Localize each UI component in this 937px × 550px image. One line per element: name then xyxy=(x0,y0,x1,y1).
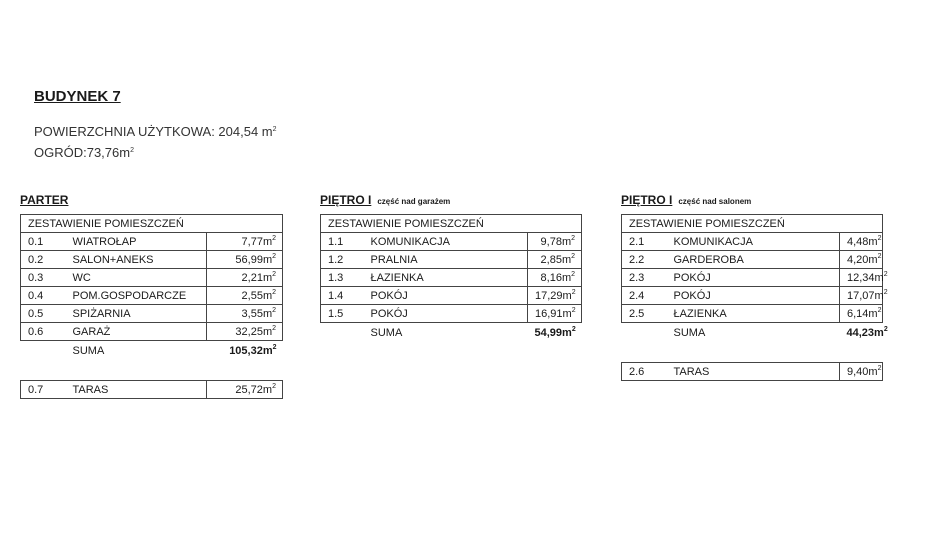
table-header: ZESTAWIENIE POMIESZCZEŃ xyxy=(321,215,582,233)
table-row xyxy=(622,269,883,287)
section-pietro-garaz xyxy=(320,193,582,342)
sum-value: $44,23m^2$ xyxy=(846,325,888,339)
room-area: $4,48m^2$ xyxy=(840,233,883,251)
section-parter xyxy=(20,193,283,360)
room-area: $16,91m^2$ xyxy=(528,305,582,323)
room-name: SALON+ANEKS xyxy=(63,251,207,269)
table-header: ZESTAWIENIE POMIESZCZEŃ xyxy=(622,215,883,233)
table-row xyxy=(321,269,582,287)
section-heading: PARTER xyxy=(20,193,69,207)
room-number: 2.3 xyxy=(622,269,664,287)
table-row xyxy=(21,305,283,323)
room-area: $17,07m^2$ xyxy=(840,287,883,305)
room-number: 1.5 xyxy=(321,305,361,323)
usable-area-line: POWIERZCHNIA UŻYTKOWA: 204,54 $m^2$ xyxy=(34,124,277,139)
room-name: GARDEROBA xyxy=(664,251,840,269)
table-row xyxy=(622,287,883,305)
sum-value: $105,32m^2$ xyxy=(229,343,277,357)
room-name: POKÓJ xyxy=(664,287,840,305)
table-row xyxy=(321,305,582,323)
room-number: 0.2 xyxy=(21,251,63,269)
room-number: 0.6 xyxy=(21,323,63,341)
section-heading: PIĘTRO I część nad salonem xyxy=(621,193,752,207)
room-number: 0.3 xyxy=(21,269,63,287)
room-area: $2,55m^2$ xyxy=(207,287,283,305)
room-name: POKÓJ xyxy=(361,305,528,323)
room-name: PRALNIA xyxy=(361,251,528,269)
table-row xyxy=(21,287,283,305)
sum-label: SUMA xyxy=(673,326,706,339)
table-header-row xyxy=(21,215,283,233)
table-row: 2.6 TARAS $9,40m^2$ xyxy=(622,363,883,381)
sum-row xyxy=(622,323,883,343)
room-area: $6,14m^2$ xyxy=(840,305,883,323)
table-header: ZESTAWIENIE POMIESZCZEŃ xyxy=(21,215,283,233)
room-number: 2.4 xyxy=(622,287,664,305)
room-name: POKÓJ xyxy=(664,269,840,287)
room-number: 1.4 xyxy=(321,287,361,305)
sum-row xyxy=(321,323,582,343)
table-row xyxy=(21,251,283,269)
room-area: $2,85m^2$ xyxy=(528,251,582,269)
sum-label: SUMA xyxy=(370,326,403,339)
table-row xyxy=(321,233,582,251)
room-name: WC xyxy=(63,269,207,287)
table-header-row xyxy=(321,215,582,233)
room-area: $7,77m^2$ xyxy=(207,233,283,251)
sum-value: $54,99m^2$ xyxy=(534,325,576,339)
table-row xyxy=(21,233,283,251)
room-area: $9,78m^2$ xyxy=(528,233,582,251)
room-name: SPIŻARNIA xyxy=(63,305,207,323)
garden-area-line: $OGRÓD:73,76m^2$ xyxy=(34,145,134,160)
room-name: ŁAZIENKA xyxy=(664,305,840,323)
room-number: 1.2 xyxy=(321,251,361,269)
room-number: 1.1 xyxy=(321,233,361,251)
room-number: 2.5 xyxy=(622,305,664,323)
room-name: KOMUNIKACJA xyxy=(664,233,840,251)
extra-table-pietro-salon xyxy=(621,362,883,381)
table-row xyxy=(21,269,283,287)
room-area: $3,55m^2$ xyxy=(207,305,283,323)
section-heading: PIĘTRO I część nad garażem xyxy=(320,193,451,207)
room-name: ŁAZIENKA xyxy=(361,269,528,287)
room-name: WIATROŁAP xyxy=(63,233,207,251)
rooms-table-parter xyxy=(20,214,283,360)
table-row xyxy=(622,305,883,323)
table-row xyxy=(321,251,582,269)
room-name: KOMUNIKACJA xyxy=(361,233,528,251)
table-row xyxy=(321,287,582,305)
room-area: $8,16m^2$ xyxy=(528,269,582,287)
building-title: BUDYNEK 7 xyxy=(34,88,121,105)
room-name: POM.GOSPODARCZE xyxy=(63,287,207,305)
sum-row xyxy=(21,341,283,361)
room-number: 0.1 xyxy=(21,233,63,251)
room-area: $56,99m^2$ xyxy=(207,251,283,269)
sum-label: SUMA xyxy=(72,344,105,357)
section-pietro-salon xyxy=(621,193,888,342)
room-number: 2.1 xyxy=(622,233,664,251)
extra-table-parter xyxy=(20,380,283,399)
room-area: $17,29m^2$ xyxy=(528,287,582,305)
table-row xyxy=(622,251,883,269)
room-name: POKÓJ xyxy=(361,287,528,305)
room-number: 0.5 xyxy=(21,305,63,323)
rooms-table-pietro-salon xyxy=(621,214,888,342)
room-name: GARAŻ xyxy=(63,323,207,341)
table-row xyxy=(622,233,883,251)
room-area: $2,21m^2$ xyxy=(207,269,283,287)
table-header-row xyxy=(622,215,883,233)
table-row xyxy=(21,323,283,341)
table-row: 0.7 TARAS $25,72m^2$ xyxy=(21,381,283,399)
room-area: $4,20m^2$ xyxy=(840,251,883,269)
room-number: 0.4 xyxy=(21,287,63,305)
room-area: $32,25m^2$ xyxy=(207,323,283,341)
rooms-table-pietro-garaz xyxy=(320,214,582,342)
room-number: 2.2 xyxy=(622,251,664,269)
room-area: $12,34m^2$ xyxy=(840,269,883,287)
room-number: 1.3 xyxy=(321,269,361,287)
